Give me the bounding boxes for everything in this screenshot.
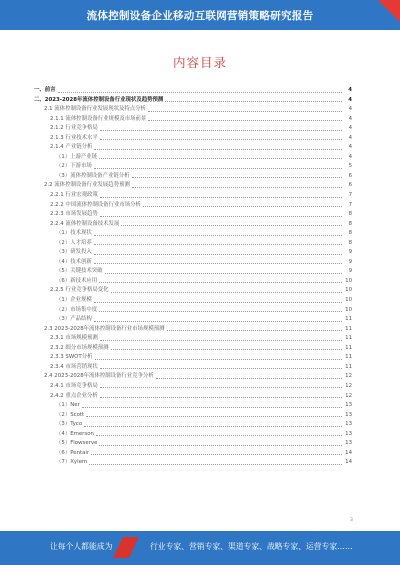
toc-leader-dots (86, 416, 342, 417)
toc-entry-page: 4 (348, 87, 352, 93)
toc-leader-dots (156, 378, 342, 379)
toc-entry-page: 10 (345, 306, 352, 313)
toc-entry-page: 9 (348, 249, 352, 256)
toc-leader-dots (94, 321, 342, 322)
toc-entry-page: 10 (345, 277, 352, 284)
toc-entry-label: 2.2.3 市场发展趋势 (50, 211, 98, 218)
toc-leader-dots (58, 92, 342, 93)
toc-entry[interactable] (34, 86, 352, 96)
toc-entry-page: 4 (348, 115, 352, 122)
toc-entry-label: （4）技术创新 (56, 258, 92, 265)
toc-entry-label: 二、2023-2028年流体控制设备行业现状及趋势预测 (34, 96, 164, 103)
toc-entry-label: 2.2.5 行业竞争格局变化 (50, 287, 109, 294)
toc-entry-page: 13 (345, 411, 352, 418)
toc-leader-dots (89, 464, 342, 465)
toc-entry-label: 2.2.1 行业宏观政策 (50, 192, 98, 199)
toc-entry[interactable] (34, 248, 352, 258)
toc-entry-label: （6）新技术应用 (56, 277, 98, 284)
toc-entry-label: 2.3.4 市场营销现状 (50, 363, 98, 370)
toc-entry-label: 2.1 流体控制设备行业发展现状及特点分析 (44, 106, 146, 113)
toc-leader-dots (94, 302, 342, 303)
toc-entry-label: 2.1.4 产业链分析 (50, 144, 93, 151)
toc-entry[interactable] (34, 153, 352, 163)
toc-entry-page: 4 (348, 153, 352, 160)
toc-entry[interactable] (34, 430, 352, 440)
toc-entry-label: 2.1.3 行业技术水平 (50, 134, 98, 141)
toc-leader-dots (100, 139, 342, 140)
toc-leader-dots (121, 225, 342, 226)
toc-entry-page: 14 (345, 449, 352, 456)
toc-entry-page: 6 (348, 182, 352, 189)
toc-entry-label: （1）技术现状 (56, 230, 92, 237)
toc-entry-label: 2.1.2 行业竞争格局 (50, 125, 98, 132)
toc-entry-page: 8 (348, 230, 352, 237)
toc-leader-dots (111, 349, 342, 350)
toc-entry[interactable] (34, 372, 352, 382)
toc-entry[interactable] (34, 296, 352, 306)
footer-separator (113, 537, 139, 558)
toc-entry[interactable] (34, 201, 352, 211)
toc-leader-dots (94, 244, 342, 245)
toc-entry[interactable] (34, 277, 352, 287)
toc-entry-label: 2.4.1 市场竞争格局 (50, 382, 98, 389)
toc-entry[interactable] (34, 392, 352, 402)
toc-entry-label: 2.2.2 中国流体控制设备行业市场分析 (50, 201, 141, 208)
toc-entry[interactable] (34, 353, 352, 363)
toc-entry-page: 10 (345, 297, 352, 304)
toc-leader-dots (148, 120, 342, 121)
toc-leader-dots (95, 359, 342, 360)
toc-entry[interactable] (34, 258, 352, 268)
toc-leader-dots (99, 158, 342, 159)
toc-entry-label: （3）流体控制设备产业链分析 (56, 172, 130, 179)
toc-entry-page: 11 (345, 354, 352, 361)
toc-entry-page: 10 (345, 287, 352, 294)
toc-leader-dots (148, 111, 342, 112)
toc-entry-label: 2.2 流体控制设备行业发展趋势预测 (44, 182, 130, 189)
toc-leader-dots (132, 187, 342, 188)
toc-entry-page: 11 (345, 335, 352, 342)
toc-leader-dots (99, 445, 342, 446)
toc-entry-page: 11 (345, 325, 352, 332)
toc-leader-dots (99, 311, 342, 312)
toc-entry-label: （5）关键技术突破 (56, 268, 103, 275)
toc-entry-label: （3）Tyco (56, 421, 83, 428)
toc-entry[interactable] (34, 334, 352, 344)
toc-entry-page: 11 (345, 344, 352, 351)
toc-entry[interactable] (34, 344, 352, 354)
toc-entry[interactable] (34, 420, 352, 430)
toc-entry[interactable] (34, 401, 352, 411)
table-of-contents (34, 86, 352, 468)
toc-entry-label: （1）上游产业链 (56, 153, 98, 160)
toc-entry[interactable] (34, 458, 352, 468)
toc-entry[interactable] (34, 172, 352, 182)
toc-entry-label: （1）Ner (56, 402, 80, 409)
toc-entry-label: （3）产品结构 (56, 316, 92, 323)
toc-entry[interactable] (34, 191, 352, 201)
toc-entry-label: （4）Emerson (56, 430, 94, 437)
toc-entry[interactable] (34, 411, 352, 421)
footer-slogan: 让每个人都能成为 (50, 542, 113, 551)
page-number: 3 (350, 518, 353, 523)
toc-entry-page: 4 (348, 134, 352, 141)
toc-entry[interactable] (34, 105, 352, 115)
toc-entry-page: 9 (348, 258, 352, 265)
toc-entry-page: 13 (345, 421, 352, 428)
toc-entry-label: （1）企业规模 (56, 297, 92, 304)
toc-entry[interactable] (34, 210, 352, 220)
toc-entry-page: 4 (348, 144, 352, 151)
toc-entry-label: （2）人才培养 (56, 239, 92, 246)
toc-leader-dots (100, 368, 342, 369)
toc-entry[interactable] (34, 229, 352, 239)
toc-leader-dots (105, 273, 342, 274)
toc-leader-dots (94, 235, 342, 236)
toc-leader-dots (100, 197, 342, 198)
toc-entry[interactable] (34, 181, 352, 191)
toc-leader-dots (91, 454, 342, 455)
toc-entry-label: （7）Xylem (56, 459, 88, 466)
toc-entry-label: 一、前言 (34, 87, 56, 93)
toc-entry-label: （6）Pentair (56, 449, 90, 456)
toc-entry[interactable] (34, 325, 352, 335)
footer-bar (0, 531, 400, 565)
toc-leader-dots (100, 387, 342, 388)
toc-entry-page: 4 (348, 125, 352, 132)
toc-leader-dots (167, 330, 342, 331)
toc-leader-dots (94, 263, 342, 264)
toc-leader-dots (143, 206, 342, 207)
toc-entry-page: 8 (348, 239, 352, 246)
toc-leader-dots (82, 407, 342, 408)
toc-entry-label: 2.1.1 流体控制设备行业规模及市场前景 (50, 115, 147, 122)
toc-leader-dots (132, 177, 342, 178)
footer-roles: 行业专家、营销专家、渠道专家、战略专家、运营专家…… (150, 542, 353, 551)
toc-entry[interactable] (34, 363, 352, 373)
toc-entry[interactable] (34, 143, 352, 153)
toc-heading: 内容目录 (172, 55, 227, 70)
toc-entry[interactable] (34, 286, 352, 296)
toc-entry-page: 12 (345, 373, 352, 380)
toc-entry-page: 13 (345, 402, 352, 409)
toc-entry-page: 14 (345, 459, 352, 466)
toc-entry-page: 9 (348, 268, 352, 275)
toc-leader-dots (100, 397, 342, 398)
toc-entry[interactable] (34, 315, 352, 325)
toc-entry-label: 2.3.1 市场规模预测 (50, 335, 98, 342)
toc-entry[interactable] (34, 115, 352, 125)
report-title: 流体控制设备企业移动互联网营销策略研究报告 (86, 10, 314, 22)
toc-leader-dots (100, 340, 342, 341)
toc-entry[interactable] (34, 306, 352, 316)
header-bar (0, 0, 400, 30)
toc-entry-page: 13 (345, 440, 352, 447)
toc-entry-page: 12 (345, 392, 352, 399)
toc-entry-page: 11 (345, 316, 352, 323)
toc-entry-page: 8 (348, 211, 352, 218)
toc-leader-dots (94, 168, 342, 169)
toc-leader-dots (94, 149, 342, 150)
toc-entry-page: 11 (345, 363, 352, 370)
toc-leader-dots (94, 254, 342, 255)
toc-leader-dots (96, 435, 342, 436)
toc-entry-page: 7 (348, 201, 352, 208)
toc-leader-dots (84, 426, 342, 427)
toc-entry-label: 2.3 2023-2028年流体控制设备行业市场规模预测 (44, 325, 165, 332)
toc-entry-page: 13 (345, 430, 352, 437)
corner-accent (378, 0, 400, 22)
toc-entry-label: （2）Scott (56, 411, 85, 418)
toc-entry-label: （2）市场集中度 (56, 306, 98, 313)
toc-entry-page: 5 (348, 163, 352, 170)
toc-entry[interactable] (34, 267, 352, 277)
toc-entry[interactable] (34, 220, 352, 230)
toc-entry-label: 2.4 2023-2028年流体控制设备行业竞争分析 (44, 373, 154, 380)
toc-entry[interactable] (34, 124, 352, 134)
toc-entry-label: 2.3.3 SWOT分析 (50, 354, 93, 361)
toc-entry-page: 6 (348, 172, 352, 179)
toc-leader-dots (165, 101, 342, 102)
toc-entry[interactable] (34, 239, 352, 249)
toc-leader-dots (100, 130, 342, 131)
toc-entry-page: 12 (345, 382, 352, 389)
toc-leader-dots (111, 292, 342, 293)
toc-entry-page: 4 (348, 106, 352, 113)
toc-leader-dots (99, 282, 342, 283)
toc-entry-label: 2.2.4 流体控制设备技术发展 (50, 220, 120, 227)
toc-entry-label: （2）下游市场 (56, 163, 92, 170)
toc-entry[interactable] (34, 439, 352, 449)
toc-entry-label: （3）研发投入 (56, 249, 92, 256)
toc-entry-page: 7 (348, 192, 352, 199)
toc-entry[interactable] (34, 382, 352, 392)
toc-leader-dots (100, 216, 342, 217)
toc-entry-page: 8 (348, 220, 352, 227)
toc-entry-label: （5）Flowserve (56, 440, 98, 447)
toc-entry-label: 2.3.2 细分市场规模预测 (50, 344, 109, 351)
toc-entry[interactable] (34, 96, 352, 106)
toc-entry-label: 2.4.2 重点企业分析 (50, 392, 98, 399)
toc-entry[interactable] (34, 134, 352, 144)
toc-entry[interactable] (34, 449, 352, 459)
toc-entry[interactable] (34, 162, 352, 172)
toc-entry-page: 4 (348, 96, 352, 103)
